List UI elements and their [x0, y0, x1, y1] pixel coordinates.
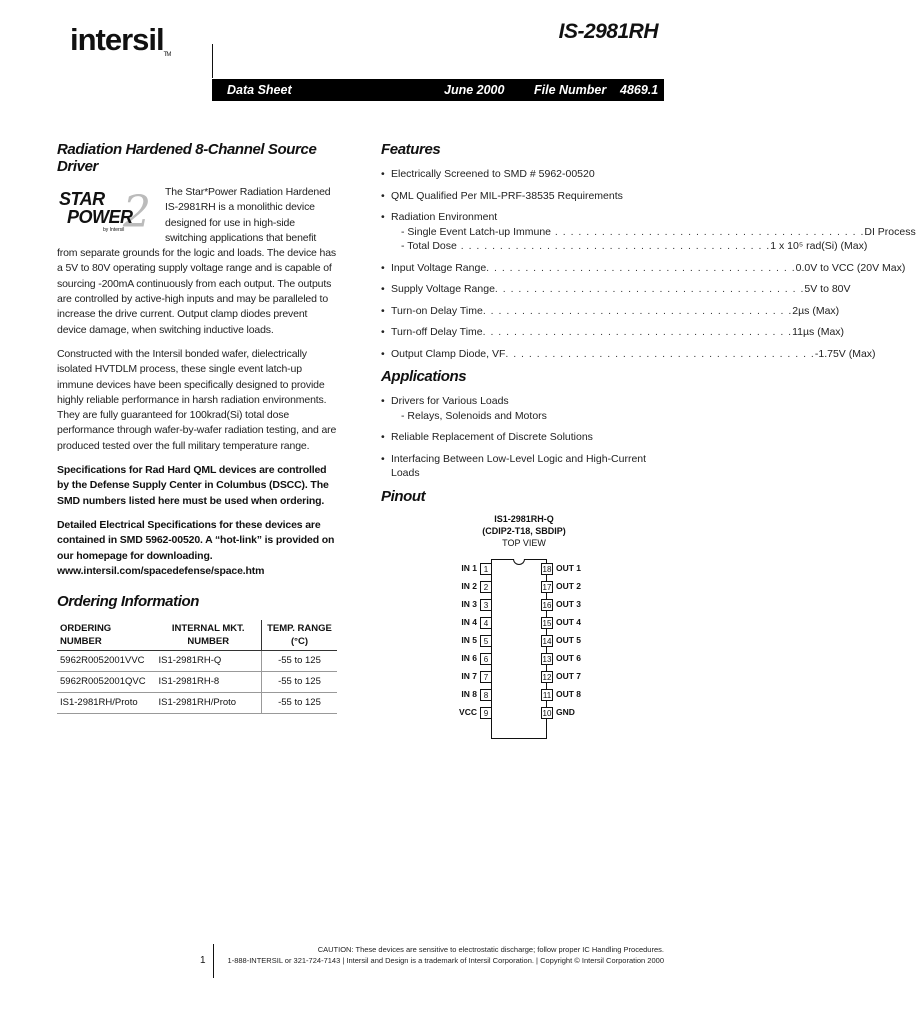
temp-range-cell: -55 to 125: [262, 693, 338, 714]
pin-number: 3: [480, 599, 492, 611]
pin-left: [443, 707, 492, 720]
banner-file-number-label: File Number: [534, 83, 607, 97]
pin-label: IN 7: [461, 670, 477, 681]
intro-block: [57, 185, 337, 338]
pin-left: [443, 671, 492, 684]
list-item: • Reliable Replacement of Discrete Solutions: [381, 430, 667, 445]
header-divider: [212, 44, 213, 78]
banner-date: June 2000: [444, 83, 505, 97]
temp-range-cell: -55 to 125: [262, 672, 338, 693]
pin-label: VCC: [459, 706, 477, 717]
pin-right: [541, 581, 581, 594]
star-power-logo: STAR 2 POWER by Intersil: [59, 187, 151, 238]
radiation-environment-label: Radiation Environment: [391, 211, 498, 223]
pin-number: 5: [480, 635, 492, 647]
pin-left: [443, 563, 492, 576]
homepage-link[interactable]: www.intersil.com/spacedefense/space.htm: [57, 564, 265, 577]
footer-divider: [213, 944, 214, 978]
ordering-number-cell: IS1-2981RH/Proto: [57, 693, 155, 714]
right-column: [381, 141, 916, 780]
pin-label: IN 6: [461, 652, 477, 663]
pin-right: [541, 635, 581, 648]
pin-number: 10: [542, 708, 552, 718]
pin-number: 4: [480, 617, 492, 629]
pin-label: IN 4: [461, 616, 477, 627]
trademark-mark: TM: [163, 52, 171, 58]
pin-number: 15: [542, 618, 552, 628]
pin-number: 13: [542, 654, 552, 664]
sub-item: - Relays, Solenoids and Motors: [401, 409, 547, 422]
applications-title: Applications: [381, 368, 467, 385]
features-list: [381, 167, 916, 361]
list-item: • QML Qualified Per MIL-PRF-38535 Requirements: [381, 189, 667, 204]
pin-label: OUT 1: [556, 562, 582, 573]
pin-label: OUT 3: [556, 598, 582, 609]
pin-label: OUT 2: [556, 580, 582, 591]
list-item: • Supply Voltage Range . . . 5V to 80V: [381, 282, 667, 297]
ordering-number-cell: 5962R0052001QVC: [57, 672, 155, 693]
pin-label: OUT 5: [556, 634, 582, 645]
list-item: [381, 210, 916, 254]
smd-paragraph: Detailed Electrical Specifications for these devices are contained in SMD 5962-00520. A “hot-link” is provided on our homepage for downloading.: [57, 518, 335, 562]
pin-left: [443, 599, 492, 612]
left-column: [57, 141, 337, 714]
page-number: 1: [200, 955, 206, 966]
header-banner: [212, 79, 664, 101]
table-row: [57, 672, 337, 693]
total-dose-spec: - Total Dose . . . 1 x 10⁵ rad(Si) (Max): [391, 239, 667, 254]
pin-number: 16: [542, 600, 552, 610]
ordering-table: [57, 620, 337, 714]
pin-right: [541, 599, 581, 612]
pin-number: 2: [480, 581, 492, 593]
pin-right: [541, 653, 581, 666]
list-item: • Drivers for Various Loads - Relays, Solenoids and Motors: [381, 394, 667, 423]
pin-number: 18: [542, 564, 552, 574]
process-paragraph: Constructed with the Intersil bonded wafer, dielectrically isolated HVTDLM process, these single event latch-up immune devices have been specifically designed to provide highly reliable performance in harsh radiation environments. They are fully guaranteed for 100krad(Si) total dose performance through wafer-by-wafer radiation testing, and are produced tested over the full military temperature range.: [57, 347, 337, 452]
pin-number: 12: [542, 672, 552, 682]
internal-number-cell: IS1-2981RH-8: [155, 672, 261, 693]
ordering-header-row: [57, 620, 337, 651]
intersil-logo: intersilTM: [70, 22, 171, 58]
list-item: • Electrically Screened to SMD # 5962-00520: [381, 167, 667, 182]
list-item: • Turn-off Delay Time . . . 11µs (Max): [381, 325, 667, 340]
chip-body: [491, 559, 547, 739]
pin-label: IN 2: [461, 580, 477, 591]
pin-right: [541, 617, 581, 630]
pin-label: GND: [556, 706, 575, 717]
list-item: • Turn-on Delay Time . . . 2µs (Max): [381, 304, 667, 319]
internal-number-cell: IS1-2981RH-Q: [155, 651, 261, 672]
pin-number: 8: [480, 689, 492, 701]
features-title: Features: [381, 141, 441, 158]
sel-spec: - Single Event Latch-up Immune . . . DI Process: [391, 225, 667, 240]
pin-number: 17: [542, 582, 552, 592]
pin-label: IN 3: [461, 598, 477, 609]
list-item: • Output Clamp Diode, VF . . . -1.75V (Max): [381, 347, 667, 362]
col-internal-mkt-number: INTERNAL MKT. NUMBER: [155, 620, 261, 651]
pin-number: 1: [480, 563, 492, 575]
temp-range-cell: -55 to 125: [262, 651, 338, 672]
ordering-title: Ordering Information: [57, 593, 200, 611]
list-item: • Interfacing Between Low-Level Logic and High-Current Loads: [381, 452, 667, 481]
col-temp-range: TEMP. RANGE (°C): [262, 620, 338, 651]
pinout-diagram: [381, 555, 667, 780]
part-number: IS-2981RH: [558, 20, 658, 43]
applications-list: [381, 394, 667, 481]
pin-label: OUT 8: [556, 688, 582, 699]
pin-number: 9: [480, 707, 492, 719]
internal-number-cell: IS1-2981RH/Proto: [155, 693, 261, 714]
pin-right: [541, 671, 581, 684]
pin-left: [443, 581, 492, 594]
pin-number: 11: [542, 690, 552, 700]
list-item: • Input Voltage Range . . . 0.0V to VCC (20V Max): [381, 261, 667, 276]
banner-file-number: 4869.1: [620, 83, 659, 97]
qml-paragraph: Specifications for Rad Hard QML devices are controlled by the Defense Supply Center in Columbus (DSCC). The SMD numbers listed here must be used when ordering.: [57, 464, 329, 507]
pin-number: 6: [480, 653, 492, 665]
pin-label: OUT 4: [556, 616, 582, 627]
pin-number: 7: [480, 671, 492, 683]
intro-paragraph: The Star*Power Radiation Hardened IS-2981RH is a monolithic device designed for use in high-side switching applications that benefit from separate grounds for the logic and loads. The device has a 5V to 80V operating supply voltage range and is capable of sourcing -200mA continuously from each output. The outputs are controlled by active-high inputs and may be paralleled to increase the drive current. Output clamp diodes prevent device damage, when switching inductive loads.: [57, 186, 336, 336]
pin-left: [443, 689, 492, 702]
pin-label: OUT 7: [556, 670, 582, 681]
banner-data-sheet: Data Sheet: [227, 83, 292, 97]
pin-right: [541, 707, 575, 720]
pin-label: IN 1: [461, 562, 477, 573]
col-ordering-number: ORDERING NUMBER: [57, 620, 155, 651]
pin-right: [541, 563, 581, 576]
pin-label: OUT 6: [556, 652, 582, 663]
table-row: [57, 651, 337, 672]
pin-right: [541, 689, 581, 702]
pin-left: [443, 635, 492, 648]
pin-left: [443, 617, 492, 630]
pin-label: IN 5: [461, 634, 477, 645]
pin-label: IN 8: [461, 688, 477, 699]
pin-left: [443, 653, 492, 666]
package-caption: IS1-2981RH-Q (CDIP2-T18, SBDIP) TOP VIEW: [482, 513, 566, 548]
footer-caution: CAUTION: These devices are sensitive to electrostatic discharge; follow proper IC Handling Procedures. 1-888-INTERSIL or 321-724-7143 | Intersil and Design is a trademark of Intersil Corporation. | Copyright © Intersil Corporation 2000: [227, 945, 664, 965]
table-row: [57, 693, 337, 714]
pinout-title: Pinout: [381, 487, 426, 505]
ordering-number-cell: 5962R0052001VVC: [57, 651, 155, 672]
pin-number: 14: [542, 636, 552, 646]
document-title: Radiation Hardened 8-Channel Source Driver: [57, 141, 317, 175]
